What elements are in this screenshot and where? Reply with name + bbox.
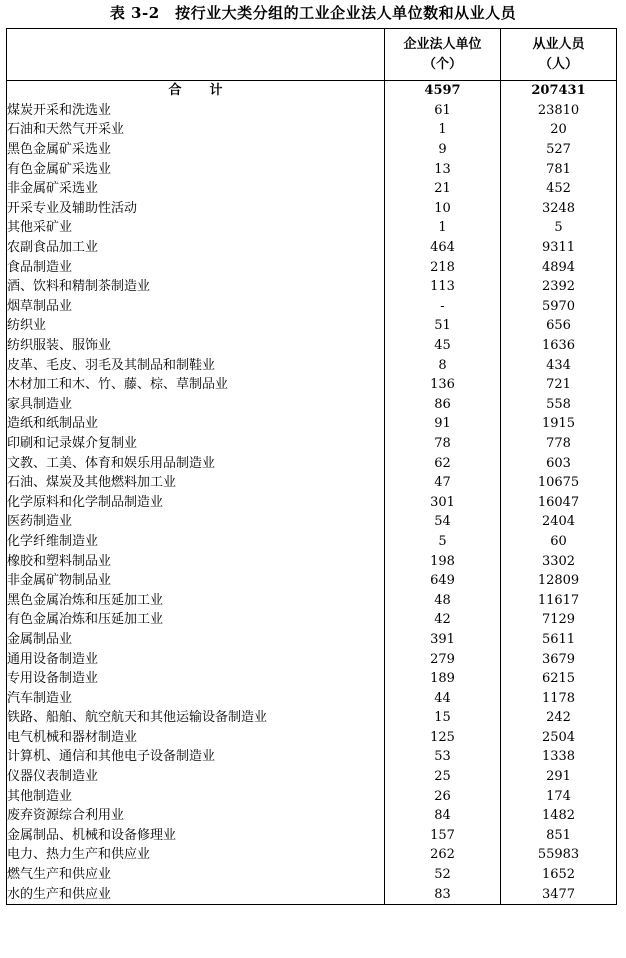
employees-value: 781 bbox=[501, 159, 617, 179]
total-label: 合计 bbox=[7, 81, 385, 101]
industry-name: 皮革、毛皮、羽毛及其制品和制鞋业 bbox=[7, 355, 385, 375]
units-value: 1 bbox=[385, 218, 501, 238]
units-value: 61 bbox=[385, 101, 501, 121]
employees-value: 1652 bbox=[501, 865, 617, 885]
units-value: 48 bbox=[385, 590, 501, 610]
units-value: 25 bbox=[385, 767, 501, 787]
industry-name: 煤炭开采和洗选业 bbox=[7, 101, 385, 121]
units-value: 62 bbox=[385, 453, 501, 473]
industry-name: 纺织业 bbox=[7, 316, 385, 336]
table-row bbox=[7, 512, 617, 532]
employees-value: 10675 bbox=[501, 473, 617, 493]
table-row bbox=[7, 728, 617, 748]
employees-value: 1338 bbox=[501, 747, 617, 767]
units-value: 136 bbox=[385, 375, 501, 395]
employees-value: 1178 bbox=[501, 688, 617, 708]
industry-name: 烟草制品业 bbox=[7, 297, 385, 317]
industry-name: 木材加工和木、竹、藤、棕、草制品业 bbox=[7, 375, 385, 395]
table-row bbox=[7, 395, 617, 415]
units-value: 262 bbox=[385, 845, 501, 865]
units-value: 279 bbox=[385, 649, 501, 669]
industry-name: 石油、煤炭及其他燃料加工业 bbox=[7, 473, 385, 493]
employees-value: 603 bbox=[501, 453, 617, 473]
table-row bbox=[7, 473, 617, 493]
table-row bbox=[7, 708, 617, 728]
table-row bbox=[7, 159, 617, 179]
units-value: 649 bbox=[385, 571, 501, 591]
header-units-label: 企业法人单位 bbox=[403, 36, 482, 52]
employees-value: 242 bbox=[501, 708, 617, 728]
units-value: 125 bbox=[385, 728, 501, 748]
industry-name: 橡胶和塑料制品业 bbox=[7, 551, 385, 571]
employees-value: 1915 bbox=[501, 414, 617, 434]
employees-value: 23810 bbox=[501, 101, 617, 121]
units-value: 198 bbox=[385, 551, 501, 571]
employees-value: 3477 bbox=[501, 884, 617, 904]
units-value: 10 bbox=[385, 199, 501, 219]
industry-name: 金属制品、机械和设备修理业 bbox=[7, 826, 385, 846]
header-employees-unit: （人） bbox=[538, 56, 578, 72]
units-value: 5 bbox=[385, 532, 501, 552]
employees-value: 721 bbox=[501, 375, 617, 395]
employees-value: 5611 bbox=[501, 630, 617, 650]
employees-value: 60 bbox=[501, 532, 617, 552]
industry-name: 汽车制造业 bbox=[7, 688, 385, 708]
table-row bbox=[7, 101, 617, 121]
units-value: 15 bbox=[385, 708, 501, 728]
industry-name: 计算机、通信和其他电子设备制造业 bbox=[7, 747, 385, 767]
industry-name: 铁路、船舶、航空航天和其他运输设备制造业 bbox=[7, 708, 385, 728]
table-row bbox=[7, 630, 617, 650]
industry-name: 开采专业及辅助性活动 bbox=[7, 199, 385, 219]
header-units-cell bbox=[385, 29, 501, 81]
total-employees: 207431 bbox=[501, 81, 617, 101]
units-value: 53 bbox=[385, 747, 501, 767]
industry-name: 纺织服装、服饰业 bbox=[7, 336, 385, 356]
employees-value: 434 bbox=[501, 355, 617, 375]
table-row bbox=[7, 884, 617, 904]
header-industry-cell bbox=[7, 29, 385, 81]
employees-value: 55983 bbox=[501, 845, 617, 865]
units-value: 45 bbox=[385, 336, 501, 356]
table-row bbox=[7, 492, 617, 512]
employees-value: 778 bbox=[501, 434, 617, 454]
table-row bbox=[7, 826, 617, 846]
table-row bbox=[7, 786, 617, 806]
units-value: 86 bbox=[385, 395, 501, 415]
employees-value: 2404 bbox=[501, 512, 617, 532]
employees-value: 1482 bbox=[501, 806, 617, 826]
industry-name: 化学纤维制造业 bbox=[7, 532, 385, 552]
table-row bbox=[7, 238, 617, 258]
units-value: 218 bbox=[385, 257, 501, 277]
table-row bbox=[7, 434, 617, 454]
industry-name: 燃气生产和供应业 bbox=[7, 865, 385, 885]
table-row bbox=[7, 257, 617, 277]
industry-table bbox=[6, 28, 617, 905]
units-value: 78 bbox=[385, 434, 501, 454]
industry-name: 其他制造业 bbox=[7, 786, 385, 806]
employees-value: 1636 bbox=[501, 336, 617, 356]
employees-value: 851 bbox=[501, 826, 617, 846]
employees-value: 7129 bbox=[501, 610, 617, 630]
employees-value: 9311 bbox=[501, 238, 617, 258]
table-row bbox=[7, 120, 617, 140]
employees-value: 6215 bbox=[501, 669, 617, 689]
industry-name: 食品制造业 bbox=[7, 257, 385, 277]
industry-name: 水的生产和供应业 bbox=[7, 884, 385, 904]
units-value: 84 bbox=[385, 806, 501, 826]
employees-value: 3248 bbox=[501, 199, 617, 219]
header-units-unit: （个） bbox=[422, 56, 462, 72]
units-value: 51 bbox=[385, 316, 501, 336]
industry-name: 化学原料和化学制品制造业 bbox=[7, 492, 385, 512]
industry-name: 非金属矿采选业 bbox=[7, 179, 385, 199]
industry-name: 专用设备制造业 bbox=[7, 669, 385, 689]
units-value: - bbox=[385, 297, 501, 317]
table-row bbox=[7, 179, 617, 199]
table-title: 表 3-2 按行业大类分组的工业企业法人单位数和从业人员 bbox=[109, 4, 517, 22]
employees-value: 12809 bbox=[501, 571, 617, 591]
units-value: 21 bbox=[385, 179, 501, 199]
industry-name: 废弃资源综合利用业 bbox=[7, 806, 385, 826]
employees-value: 656 bbox=[501, 316, 617, 336]
industry-name: 酒、饮料和精制茶制造业 bbox=[7, 277, 385, 297]
units-value: 47 bbox=[385, 473, 501, 493]
employees-value: 2504 bbox=[501, 728, 617, 748]
employees-value: 558 bbox=[501, 395, 617, 415]
units-value: 464 bbox=[385, 238, 501, 258]
table-row bbox=[7, 140, 617, 160]
table-row bbox=[7, 532, 617, 552]
units-value: 42 bbox=[385, 610, 501, 630]
units-value: 301 bbox=[385, 492, 501, 512]
industry-name: 石油和天然气开采业 bbox=[7, 120, 385, 140]
employees-value: 16047 bbox=[501, 492, 617, 512]
table-row bbox=[7, 277, 617, 297]
header-row bbox=[7, 29, 617, 81]
employees-value: 527 bbox=[501, 140, 617, 160]
table-row bbox=[7, 845, 617, 865]
industry-name: 文教、工美、体育和娱乐用品制造业 bbox=[7, 453, 385, 473]
employees-value: 291 bbox=[501, 767, 617, 787]
employees-value: 2392 bbox=[501, 277, 617, 297]
table-row bbox=[7, 610, 617, 630]
industry-name: 有色金属矿采选业 bbox=[7, 159, 385, 179]
employees-value: 174 bbox=[501, 786, 617, 806]
industry-name: 金属制品业 bbox=[7, 630, 385, 650]
table-row bbox=[7, 806, 617, 826]
table-row bbox=[7, 336, 617, 356]
industry-name: 家具制造业 bbox=[7, 395, 385, 415]
employees-value: 5 bbox=[501, 218, 617, 238]
industry-name: 电力、热力生产和供应业 bbox=[7, 845, 385, 865]
units-value: 113 bbox=[385, 277, 501, 297]
table-row bbox=[7, 297, 617, 317]
table-row bbox=[7, 649, 617, 669]
units-value: 391 bbox=[385, 630, 501, 650]
industry-name: 其他采矿业 bbox=[7, 218, 385, 238]
table-row bbox=[7, 669, 617, 689]
table-row bbox=[7, 571, 617, 591]
table-row bbox=[7, 767, 617, 787]
table-row bbox=[7, 551, 617, 571]
units-value: 44 bbox=[385, 688, 501, 708]
table-row bbox=[7, 375, 617, 395]
table-row bbox=[7, 747, 617, 767]
table-row bbox=[7, 414, 617, 434]
industry-name: 非金属矿物制品业 bbox=[7, 571, 385, 591]
units-value: 52 bbox=[385, 865, 501, 885]
total-row bbox=[7, 81, 617, 101]
industry-name: 农副食品加工业 bbox=[7, 238, 385, 258]
employees-value: 20 bbox=[501, 120, 617, 140]
employees-value: 3679 bbox=[501, 649, 617, 669]
total-units: 4597 bbox=[385, 81, 501, 101]
units-value: 26 bbox=[385, 786, 501, 806]
units-value: 9 bbox=[385, 140, 501, 160]
units-value: 13 bbox=[385, 159, 501, 179]
industry-name: 通用设备制造业 bbox=[7, 649, 385, 669]
employees-value: 11617 bbox=[501, 590, 617, 610]
units-value: 157 bbox=[385, 826, 501, 846]
table-row bbox=[7, 590, 617, 610]
industry-name: 仪器仪表制造业 bbox=[7, 767, 385, 787]
units-value: 83 bbox=[385, 884, 501, 904]
table-row bbox=[7, 355, 617, 375]
employees-value: 4894 bbox=[501, 257, 617, 277]
industry-name: 电气机械和器材制造业 bbox=[7, 728, 385, 748]
employees-value: 5970 bbox=[501, 297, 617, 317]
industry-name: 造纸和纸制品业 bbox=[7, 414, 385, 434]
industry-name: 黑色金属冶炼和压延加工业 bbox=[7, 590, 385, 610]
units-value: 8 bbox=[385, 355, 501, 375]
employees-value: 452 bbox=[501, 179, 617, 199]
units-value: 91 bbox=[385, 414, 501, 434]
table-row bbox=[7, 316, 617, 336]
units-value: 54 bbox=[385, 512, 501, 532]
units-value: 1 bbox=[385, 120, 501, 140]
header-employees-label: 从业人员 bbox=[532, 36, 585, 52]
header-employees-cell bbox=[501, 29, 617, 81]
industry-name: 有色金属冶炼和压延加工业 bbox=[7, 610, 385, 630]
employees-value: 3302 bbox=[501, 551, 617, 571]
table-row bbox=[7, 865, 617, 885]
industry-name: 黑色金属矿采选业 bbox=[7, 140, 385, 160]
industry-name: 印刷和记录媒介复制业 bbox=[7, 434, 385, 454]
table-row bbox=[7, 688, 617, 708]
table-row bbox=[7, 199, 617, 219]
table-row bbox=[7, 218, 617, 238]
industry-name: 医药制造业 bbox=[7, 512, 385, 532]
units-value: 189 bbox=[385, 669, 501, 689]
table-row bbox=[7, 453, 617, 473]
